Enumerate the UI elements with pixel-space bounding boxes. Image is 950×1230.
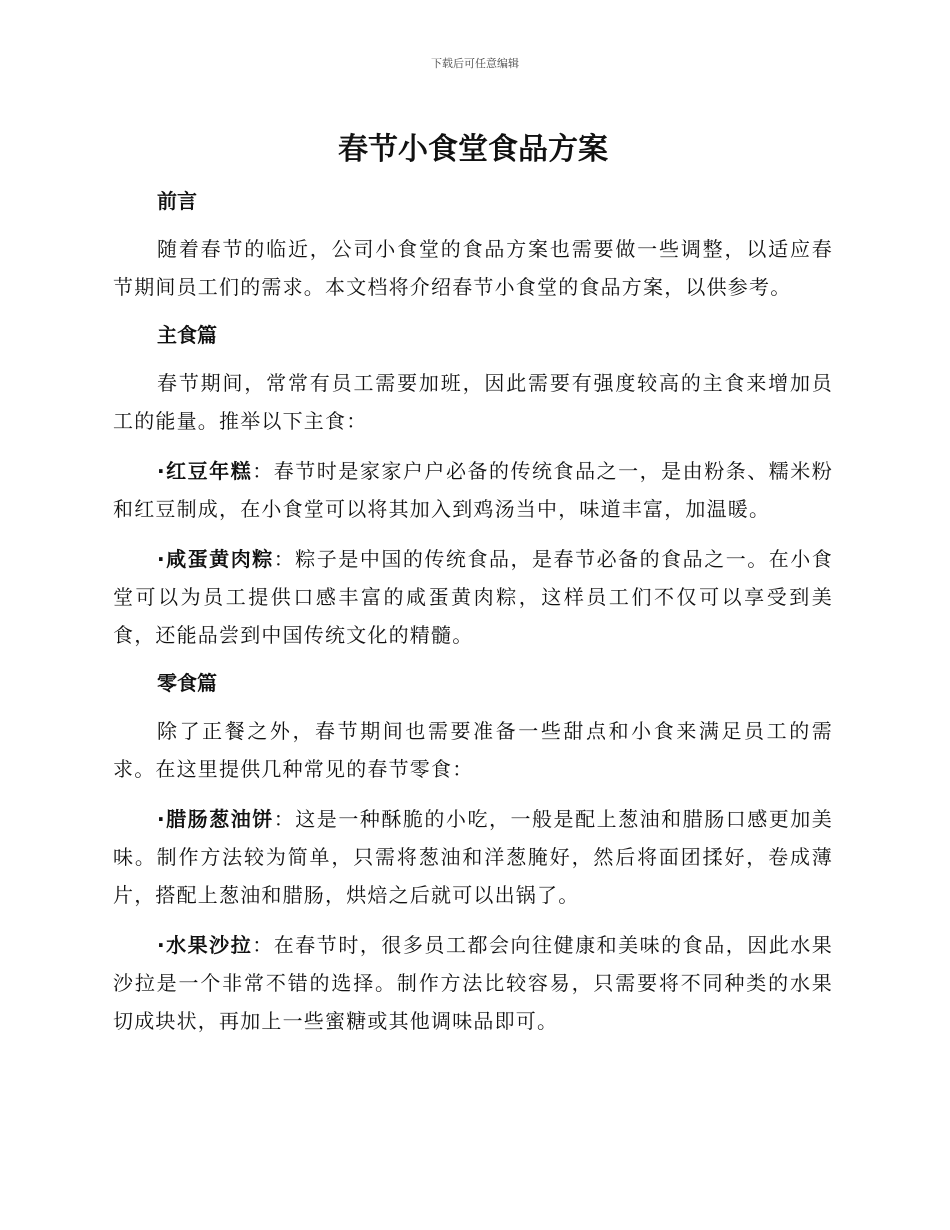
section-heading-snacks: 零食篇 bbox=[157, 671, 217, 695]
section-heading-preface: 前言 bbox=[157, 189, 197, 213]
list-item-sausage-scallion-pancake bbox=[113, 800, 833, 914]
bullet: · bbox=[157, 547, 166, 571]
item-colon: ： bbox=[273, 807, 296, 831]
snacks-intro: 除了正餐之外，春节期间也需要准备一些甜点和小食来满足员工的需求。在这里提供几种常见的春节零食： bbox=[113, 719, 833, 781]
list-item-salted-yolk-zongzi bbox=[113, 540, 833, 654]
document-body bbox=[113, 128, 833, 1052]
document-title: 春节小食堂食品方案 bbox=[338, 132, 608, 167]
item-colon: ： bbox=[252, 933, 274, 957]
item-term: 咸蛋黄肉粽 bbox=[165, 547, 274, 571]
header-note: 下载后可任意编辑 bbox=[431, 57, 519, 70]
staple-food-intro: 春节期间，常常有员工需要加班，因此需要有强度较高的主食来增加员工的能量。推举以下主食： bbox=[113, 371, 833, 433]
item-term: 腊肠葱油饼 bbox=[165, 807, 274, 831]
bullet: · bbox=[157, 807, 166, 831]
item-colon: ： bbox=[252, 459, 274, 483]
item-text: 粽子是中国的传统食品，是春节必备的食品之一。在小食堂可以为员工提供口感丰富的咸蛋黄肉粽，这样员工们不仅可以享受到美食，还能品尝到中国传统文化的精髓。 bbox=[113, 547, 834, 647]
list-item-red-bean-rice-cake bbox=[113, 452, 833, 528]
item-term: 水果沙拉 bbox=[165, 933, 253, 957]
item-term: 红豆年糕 bbox=[165, 459, 253, 483]
bullet: · bbox=[157, 459, 166, 483]
item-colon: ： bbox=[273, 547, 296, 571]
item-text: 这是一种酥脆的小吃，一般是配上葱油和腊肠口感更加美味。制作方法较为简单，只需将葱油和洋葱腌好，然后将面团揉好，卷成薄片，搭配上葱油和腊肠，烘焙之后就可以出锅了。 bbox=[113, 807, 834, 907]
item-text: 春节时是家家户户必备的传统食品之一，是由粉条、糯米粉和红豆制成，在小食堂可以将其加入到鸡汤当中，味道丰富，加温暖。 bbox=[113, 459, 834, 521]
preface-paragraph: 随着春节的临近，公司小食堂的食品方案也需要做一些调整，以适应春节期间员工们的需求。本文档将介绍春节小食堂的食品方案，以供参考。 bbox=[113, 237, 833, 299]
item-text: 在春节时，很多员工都会向往健康和美味的食品，因此水果沙拉是一个非常不错的选择。制作方法比较容易，只需要将不同种类的水果切成块状，再加上一些蜜糖或其他调味品即可。 bbox=[113, 933, 834, 1033]
section-heading-staple-food: 主食篇 bbox=[157, 323, 217, 347]
bullet: · bbox=[157, 933, 166, 957]
list-item-fruit-salad bbox=[113, 926, 833, 1040]
